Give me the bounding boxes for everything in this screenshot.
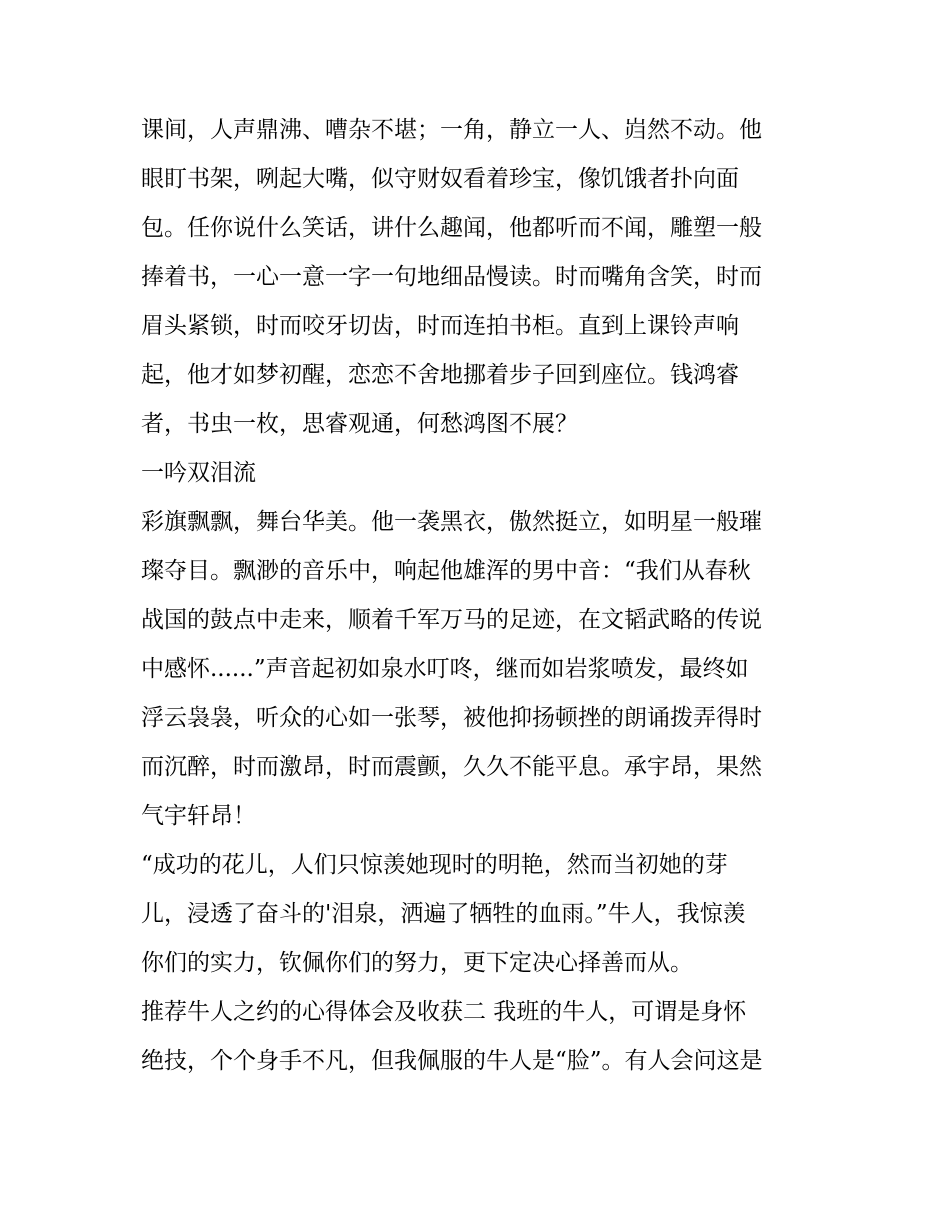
text-line: 而沉醉，时而激昂，时而震颤，久久不能平息。承宇昂，果然 [141,754,762,780]
text-line: 课间，人声鼎沸、嘈杂不堪；一角，静立一人、岿然不动。他 [141,117,762,143]
text-line: 捧着书，一心一意一字一句地细品慢读。时而嘴角含笑，时而 [141,264,762,290]
text-line: “成功的花儿，人们只惊羡她现时的明艳，然而当初她的芽 [141,852,728,878]
text-line: 眼盯书架，咧起大嘴，似守财奴看着珍宝，像饥饿者扑向面 [141,166,739,192]
text-line: 者，书虫一枚，思睿观通，何愁鸿图不展？ [141,411,578,437]
text-line: 推荐牛人之约的心得体会及收获二 我班的牛人，可谓是身怀 [141,999,747,1025]
text-line: 儿，浸透了奋斗的'泪泉，洒遍了牺牲的血雨。”牛人，我惊羡 [141,901,746,927]
text-line: 彩旗飘飘，舞台华美。他一袭黑衣，傲然挺立，如明星一般璀 [141,509,762,535]
section-heading: 一吟双泪流 [141,460,256,486]
text-line: 起，他才如梦初醒，恋恋不舍地挪着步子回到座位。钱鸿睿 [141,362,739,388]
text-line: 眉头紧锁，时而咬牙切齿，时而连拍书柜。直到上课铃声响 [141,313,739,339]
text-line: 你们的实力，钦佩你们的努力，更下定决心择善而从。 [141,950,693,976]
text-line: 绝技，个个身手不凡，但我佩服的牛人是“脸”。有人会问这是 [141,1048,763,1074]
text-line: 气宇轩昂！ [141,803,256,829]
text-line: 浮云袅袅，听众的心如一张琴，被他抑扬顿挫的朗诵拨弄得时 [141,705,762,731]
document-body [141,106,821,1086]
text-line: 璨夺目。飘渺的音乐中，响起他雄浑的男中音：“我们从春秋 [141,558,751,584]
text-line: 包。任你说什么笑话，讲什么趣闻，他都听而不闻，雕塑一般 [141,215,762,241]
text-line: 中感怀......”声音起初如泉水叮咚，继而如岩浆喷发，最终如 [141,656,749,682]
text-line: 战国的鼓点中走来，顺着千军万马的足迹，在文韬武略的传说 [141,607,762,633]
